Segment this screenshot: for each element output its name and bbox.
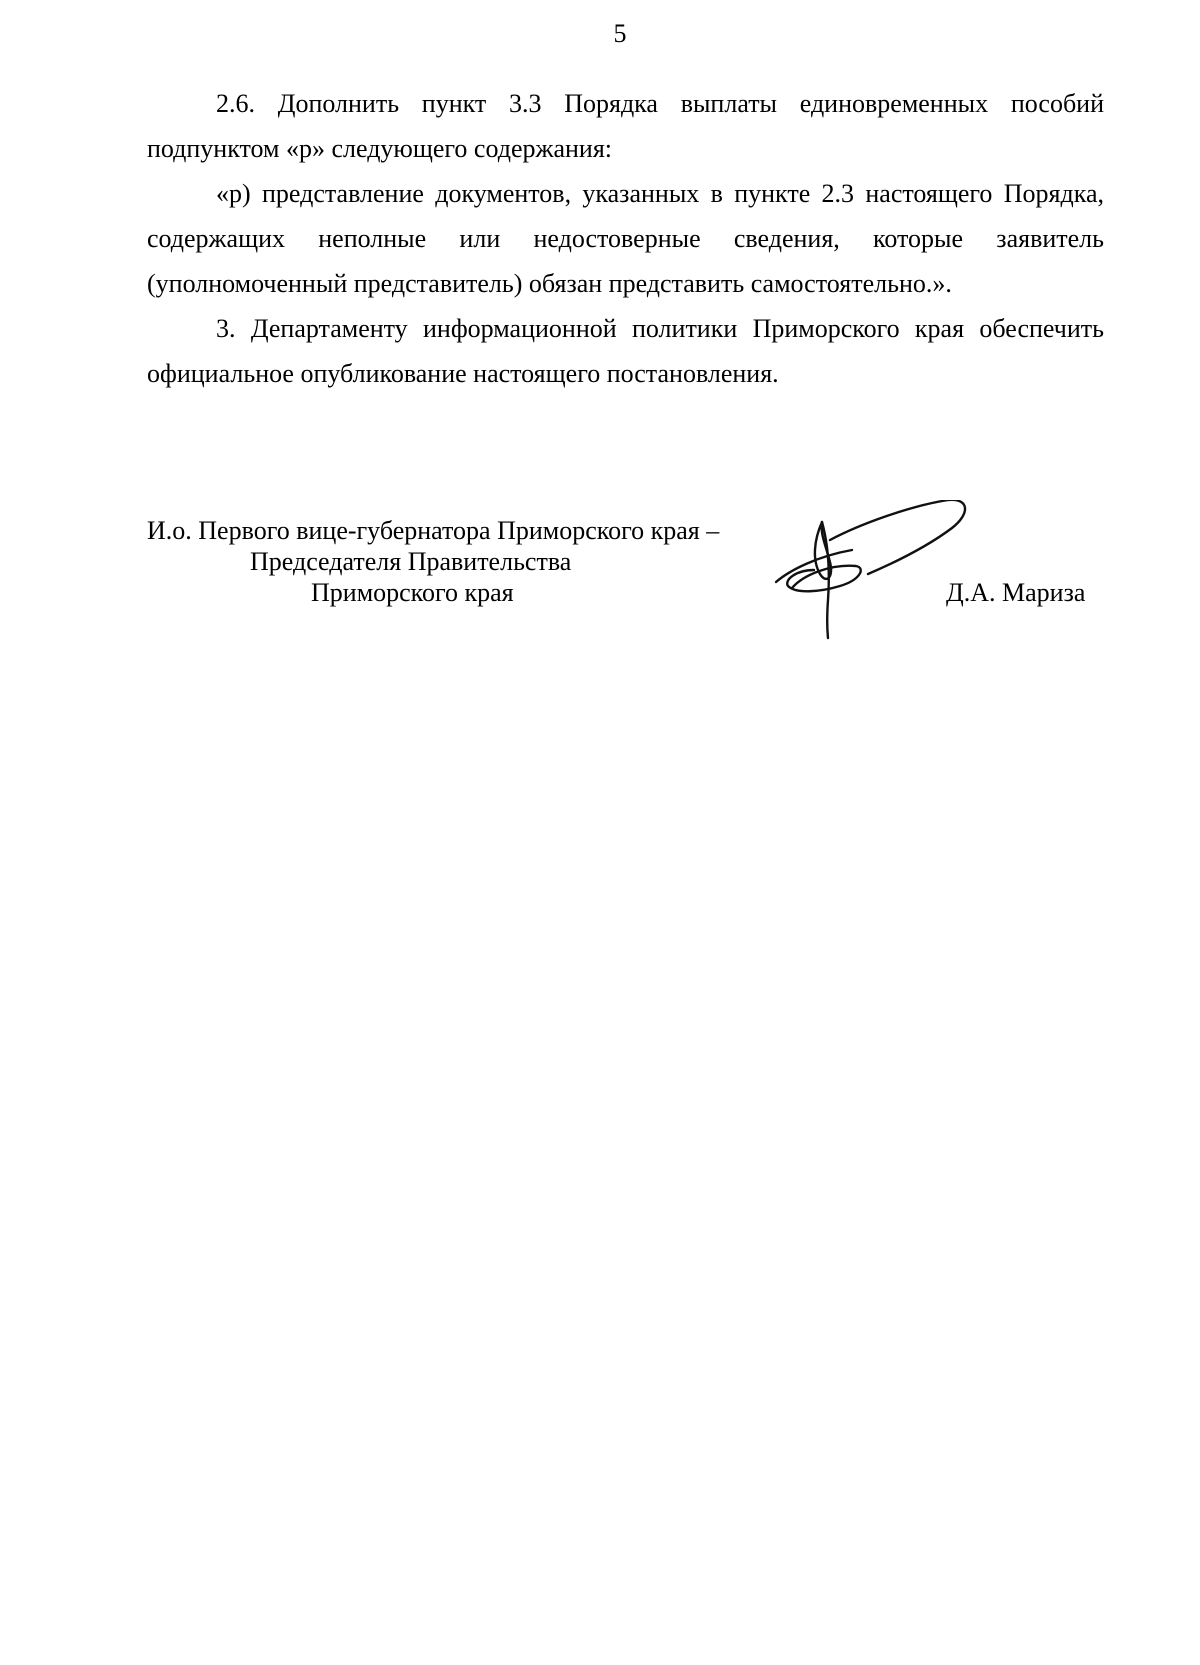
paragraph-2-6: 2.6. Дополнить пункт 3.3 Порядка выплаты единовременных пособий подпунктом «р» следующего содержания: <box>147 89 1104 163</box>
page-number: 5 <box>613 19 627 48</box>
document-body <box>147 81 1104 396</box>
signer-position-line-1: И.о. Первого вице-губернатора Приморского края – <box>147 516 720 545</box>
paragraph-3: 3. Департаменту информационной политики Приморского края обеспечить официальное опубликование настоящего постановления. <box>147 314 1104 388</box>
signer-name: Д.А. Мариза <box>946 578 1086 607</box>
signer-position-line-3: Приморского края <box>311 578 514 607</box>
paragraph-subitem-r: «р) представление документов, указанных в пункте 2.3 настоящего Порядка, содержащих неполные или недостоверные сведения, которые заявитель (уполномоченный представитель) обязан представить самостоятельно.». <box>147 179 1104 298</box>
handwritten-signature <box>770 500 985 640</box>
signer-position-line-2: Председателя Правительства <box>250 547 572 576</box>
